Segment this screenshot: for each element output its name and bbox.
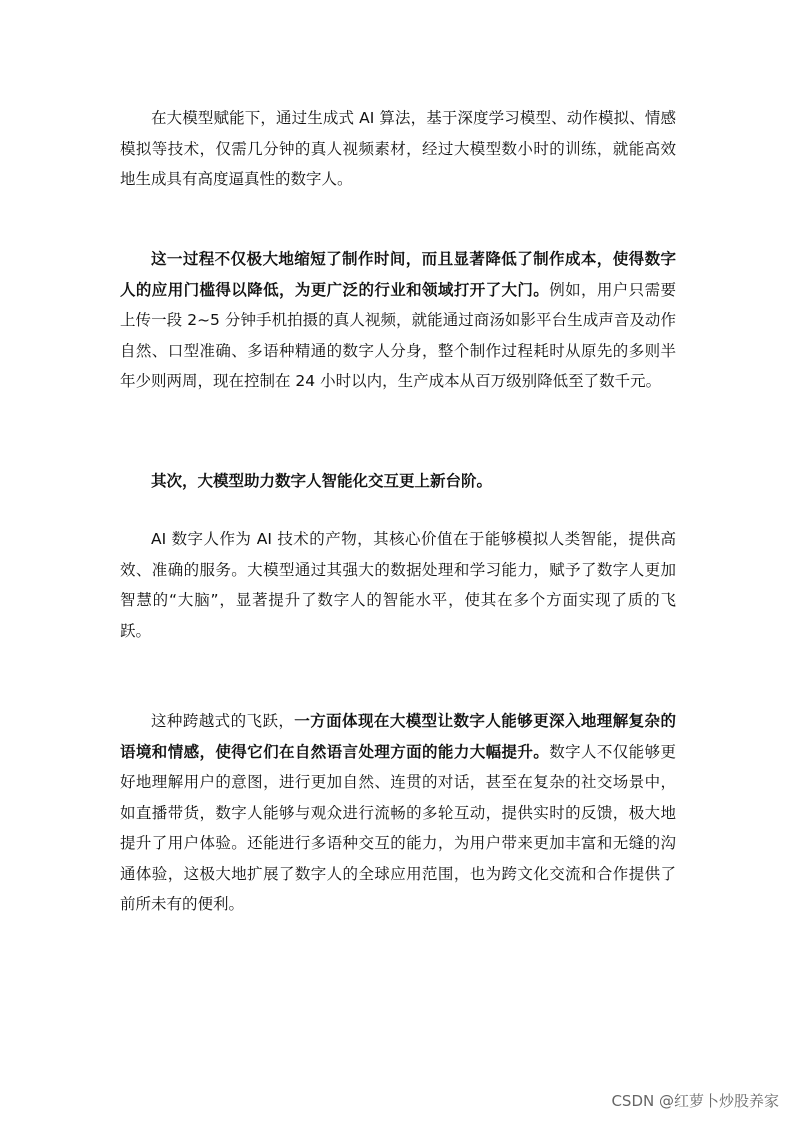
section-heading-interaction (120, 466, 676, 497)
paragraph-text: 例如，用户只需要上传一段 2~5 分钟手机拍摄的真人视频，就能通过商汤如影平台生成声音及动作自然、口型准确、多语种精通的数字人分身，整个制作过程耗时从原先的多则半年少则两周，现在控制在 24 小时以内，生产成本从百万级别降低至了数千元。 (120, 280, 676, 390)
bold-statement: 这一过程不仅极大地缩短了制作时间，而且显著降低了制作成本，使得数字人的应用门槛得以降低，为更广泛的行业和领域打开了大门。 (120, 250, 676, 299)
paragraph-cost-reduction (120, 244, 676, 397)
paragraph-text-end: 数字人不仅能够更好地理解用户的意图，进行更加自然、连贯的对话，甚至在复杂的社交场景中，如直播带货，数字人能够与观众进行流畅的多轮互动，提供实时的反馈，极大地提升了用户体验。还能进行多语种交互的能力，为用户带来更加丰富和无缝的沟通体验，这极大地扩展了数字人的全球应用范围，也为跨文化交流和合作提供了前所未有的便利。 (120, 742, 676, 913)
paragraph-text-start: 这种跨越式的飞跃， (151, 712, 295, 730)
paragraph-text: 在大模型赋能下，通过生成式 AI 算法，基于深度学习模型、动作模拟、情感模拟等技术，仅需几分钟的真人视频素材，经过大模型数小时的训练，就能高效地生成具有高度逼真性的数字人。 (120, 109, 676, 188)
paragraph-ai-generation (120, 103, 676, 195)
paragraph-text: AI 数字人作为 AI 技术的产物，其核心价值在于能够模拟人类智能，提供高效、准确的服务。大模型通过其强大的数据处理和学习能力，赋予了数字人更加智慧的“大脑”，显著提升了数字人的智能水平，使其在多个方面实现了质的飞跃。 (120, 530, 676, 640)
bold-statement: 一方面体现在大模型让数字人能够更深入地理解复杂的语境和情感，使得它们在自然语言处理方面的能力大幅提升。 (120, 712, 676, 761)
csdn-watermark: CSDN @红萝卜炒股养家 (611, 1092, 779, 1110)
paragraph-core-value (120, 524, 676, 646)
bold-statement: 其次，大模型助力数字人智能化交互更上新台阶。 (151, 472, 493, 490)
paragraph-leap (120, 706, 676, 920)
